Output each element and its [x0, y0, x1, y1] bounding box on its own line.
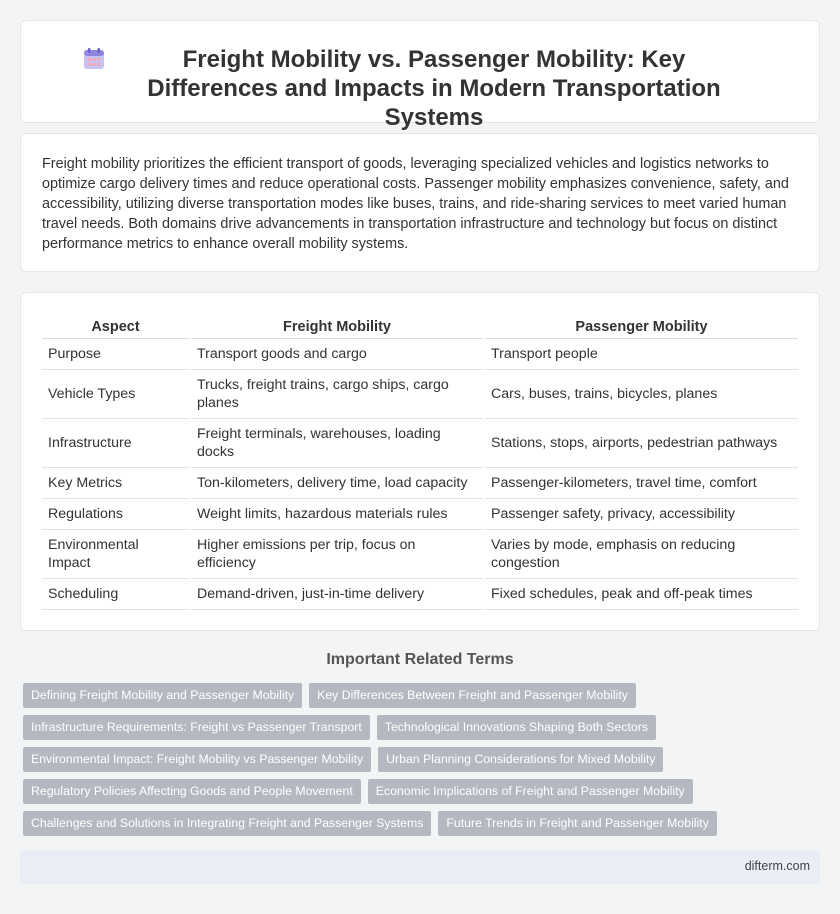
comparison-table [42, 316, 798, 610]
table-cell: Weight limits, hazardous materials rules [190, 498, 484, 529]
table-row [42, 369, 798, 418]
related-term-tag[interactable]: Infrastructure Requirements: Freight vs Passenger Transport [23, 715, 370, 740]
related-terms-title: Important Related Terms [326, 651, 514, 668]
table-cell: Transport people [484, 338, 798, 369]
table-cell: Ton-kilometers, delivery time, load capacity [190, 467, 484, 498]
related-term-tag[interactable]: Technological Innovations Shaping Both Sectors [377, 715, 656, 740]
table-cell: Fixed schedules, peak and off-peak times [484, 578, 798, 609]
table-row [42, 467, 798, 498]
related-term-tag[interactable]: Urban Planning Considerations for Mixed Mobility [378, 747, 663, 772]
related-term-tag[interactable]: Future Trends in Freight and Passenger Mobility [438, 811, 716, 836]
page-title: Freight Mobility vs. Passenger Mobility: Key Differences and Impacts in Modern Transportation Systems [147, 46, 721, 131]
footer [20, 850, 820, 884]
related-term-tag[interactable]: Environmental Impact: Freight Mobility vs Passenger Mobility [23, 747, 371, 772]
table-cell: Demand-driven, just-in-time delivery [190, 578, 484, 609]
column-header-freight: Freight Mobility [190, 316, 484, 338]
table-cell: Key Metrics [42, 467, 190, 498]
table-cell: Infrastructure [42, 418, 190, 467]
table-cell: Regulations [42, 498, 190, 529]
table-cell: Scheduling [42, 578, 190, 609]
intro-card [20, 133, 820, 272]
related-term-tag[interactable]: Defining Freight Mobility and Passenger Mobility [23, 683, 302, 708]
table-cell: Transport goods and cargo [190, 338, 484, 369]
table-cell: Varies by mode, emphasis on reducing congestion [484, 529, 798, 578]
related-term-tag[interactable]: Regulatory Policies Affecting Goods and People Movement [23, 779, 361, 804]
table-row [42, 578, 798, 609]
table-header-row [42, 316, 798, 338]
table-cell: Passenger-kilometers, travel time, comfort [484, 467, 798, 498]
table-cell: Freight terminals, warehouses, loading docks [190, 418, 484, 467]
table-cell: Vehicle Types [42, 369, 190, 418]
table-cell: Environmental Impact [42, 529, 190, 578]
table-cell: Passenger safety, privacy, accessibility [484, 498, 798, 529]
table-cell: Stations, stops, airports, pedestrian pathways [484, 418, 798, 467]
related-term-tag[interactable]: Challenges and Solutions in Integrating Freight and Passenger Systems [23, 811, 431, 836]
related-terms-list [23, 683, 823, 843]
title-card [20, 20, 820, 131]
table-cell: Higher emissions per trip, focus on efficiency [190, 529, 484, 578]
table-cell: Cars, buses, trains, bicycles, planes [484, 369, 798, 418]
comparison-card [20, 292, 820, 631]
footer-site-name: difterm.com [744, 859, 810, 873]
column-header-aspect: Aspect [42, 316, 190, 338]
related-term-tag[interactable]: Key Differences Between Freight and Passenger Mobility [309, 683, 636, 708]
table-row [42, 338, 798, 369]
intro-paragraph: Freight mobility prioritizes the efficient transport of goods, leveraging specialized vehicles and logistics networks to optimize cargo delivery times and reduce operational costs. Passenger mobility emphasizes convenience, safety, and accessibility, utilizing diverse transportation modes like buses, trains, and ride-sharing services to meet varied human travel needs. Both domains drive advancements in transportation infrastructure and technology but focus on distinct performance metrics to enhance overall mobility systems. [42, 156, 789, 252]
table-cell: Purpose [42, 338, 190, 369]
table-cell: Trucks, freight trains, cargo ships, cargo planes [190, 369, 484, 418]
table-row [42, 498, 798, 529]
table-row [42, 418, 798, 467]
table-row [42, 529, 798, 578]
column-header-passenger: Passenger Mobility [484, 316, 798, 338]
related-term-tag[interactable]: Economic Implications of Freight and Passenger Mobility [368, 779, 693, 804]
